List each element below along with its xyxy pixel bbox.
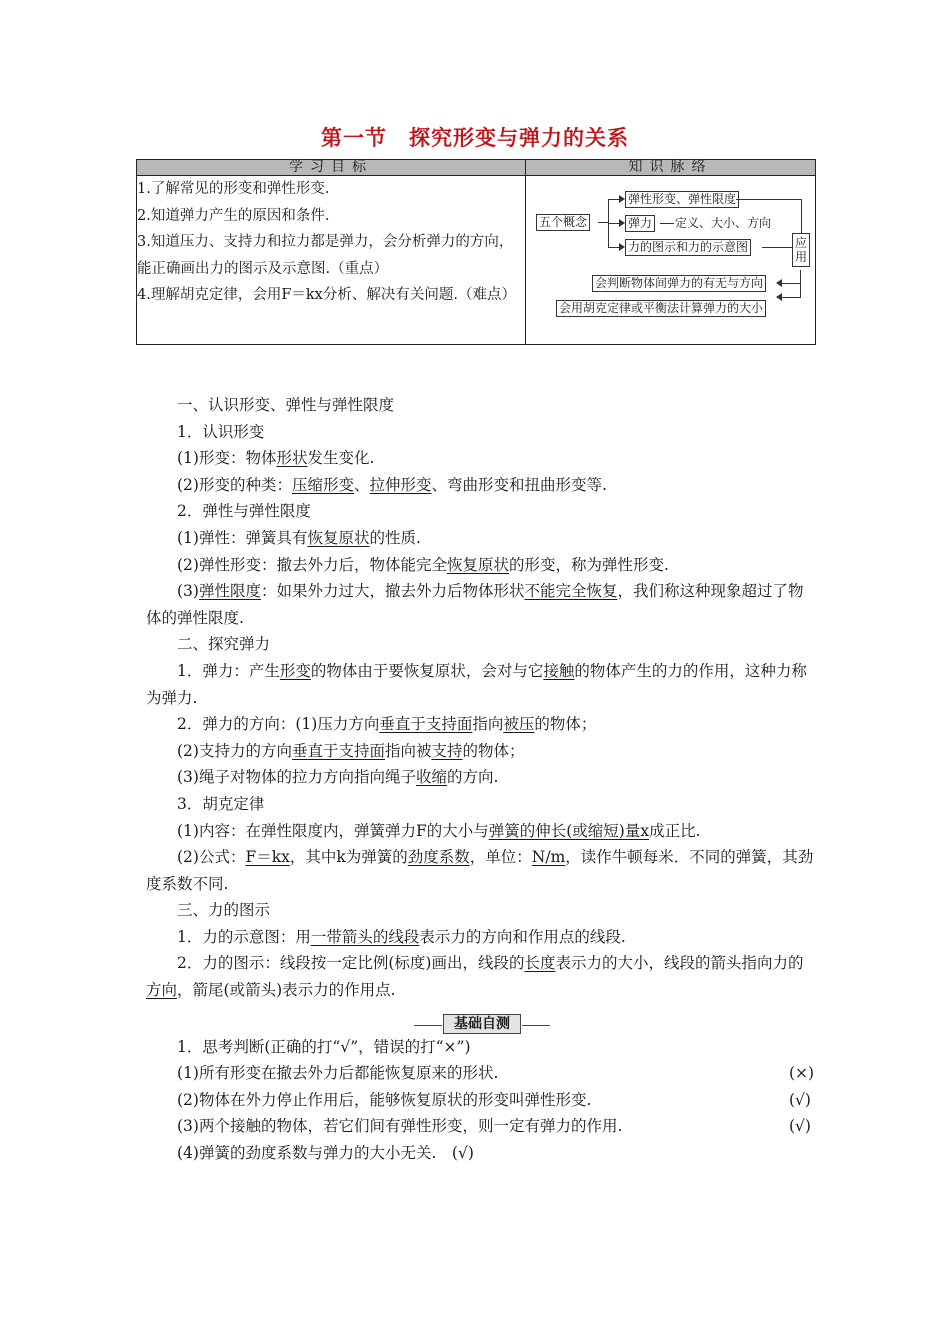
section-heading: 一、认识形变、弹性与弹性限度 <box>177 396 395 414</box>
paragraph: 1．力的示意图：用一带箭头的线段表示力的方向和作用点的线段. <box>177 927 626 946</box>
answer-mark: (√) <box>451 1144 474 1163</box>
answer-mark: (√) <box>789 1117 811 1136</box>
section-heading: 二、探究弹力 <box>177 635 271 654</box>
paragraph: (1)形变：物体形状发生变化. <box>177 449 375 468</box>
judge-item: (2)物体在外力停止作用后，能够恢复原状的形变叫弹性形变. (√) <box>146 1087 818 1114</box>
paragraph: (1)内容：在弹性限度内，弹簧弹力F的大小与弹簧的伸长(或缩短)量x成正比. <box>177 821 701 840</box>
section-heading: 三、力的图示 <box>177 901 271 920</box>
knowledge-map <box>526 176 816 345</box>
selftest-badge: 基础自测 <box>146 1010 818 1030</box>
map-node-force: 弹力 <box>625 215 655 232</box>
goal-item: 2.知道弹力产生的原因和条件. <box>137 207 330 224</box>
paragraph: (2)形变的种类：压缩形变、拉伸形变、弯曲形变和扭曲形变等. <box>177 475 607 494</box>
map-root: 五个概念 <box>536 214 590 231</box>
subsection-heading: 2．弹性与弹性限度 <box>177 502 311 521</box>
judge-item: (1)所有形变在撤去外力后都能恢复原来的形状. (×) <box>146 1060 818 1087</box>
paragraph: (2)支持力的方向垂直于支持面指向被支持的物体； <box>177 741 525 760</box>
col-header-goals: 学习目标 <box>137 160 526 176</box>
page-title: 第一节 探究形变与弹力的关系 <box>321 126 629 150</box>
paragraph: (2)弹性形变：撤去外力后，物体能完全恢复原状的形变，称为弹性形变. <box>177 555 669 574</box>
subsection-heading: 1．认识形变 <box>177 422 265 441</box>
paragraph: 1．弹力：产生形变的物体由于要恢复原状，会对与它接触的物体产生的力的作用，这种力称为弹力. <box>146 661 807 707</box>
map-force-detail: 定义、大小、方向 <box>675 216 772 230</box>
main-content <box>146 392 818 1167</box>
map-apply: 应用 <box>792 233 810 267</box>
goals-cell <box>137 176 526 345</box>
map-app-judge: 会判断物体间弹力的有无与方向 <box>592 275 766 292</box>
paragraph: 2．弹力的方向：(1)压力方向垂直于支持面指向被压的物体； <box>177 715 597 734</box>
paragraph: (3)弹性限度：如果外力过大，撤去外力后物体形状不能完全恢复，我们称这种现象超过了物体的弹性限度. <box>146 582 804 627</box>
judge-item: (3)两个接触的物体，若它们间有弹性形变，则一定有弹力的作用. (√) <box>146 1113 818 1140</box>
judge-item: (4)弹簧的劲度系数与弹力的大小无关. (√) <box>177 1144 474 1163</box>
goal-item: 1.了解常见的形变和弹性形变. <box>137 181 330 197</box>
goal-item: 4.理解胡克定律，会用F＝kx分析、解决有关问题.（难点） <box>137 287 516 303</box>
paragraph: (1)弹性：弹簧具有恢复原状的性质. <box>177 528 421 547</box>
answer-mark: (×) <box>789 1064 815 1083</box>
answer-mark: (√) <box>789 1090 811 1109</box>
question-heading: 1．思考判断(正确的打“√”，错误的打“×”) <box>177 1037 471 1056</box>
objectives-table <box>136 159 816 345</box>
paragraph: 2．力的图示：线段按一定比例(标度)画出，线段的长度表示力的大小，线段的箭头指向力的方向，箭尾(或箭头)表示力的作用点. <box>146 954 804 1000</box>
col-header-map: 知识脉络 <box>526 160 816 176</box>
goal-item: 3.知道压力、支持力和拉力都是弹力，会分析弹力的方向，能正确画出力的图示及示意图.（重点） <box>137 234 514 277</box>
map-node-diagram: 力的图示和力的示意图 <box>625 239 751 256</box>
subsection-heading: 3．胡克定律 <box>177 794 265 813</box>
paragraph: (3)绳子对物体的拉力方向指向绳子收缩的方向. <box>177 768 499 787</box>
map-app-calc: 会用胡克定律或平衡法计算弹力的大小 <box>556 300 766 317</box>
map-node-elastic: 弹性形变、弹性限度 <box>625 191 739 208</box>
paragraph: (2)公式：F＝kx，其中k为弹簧的劲度系数，单位：N/m，读作牛顿每米．不同的弹簧，其劲度系数不同. <box>146 848 814 893</box>
